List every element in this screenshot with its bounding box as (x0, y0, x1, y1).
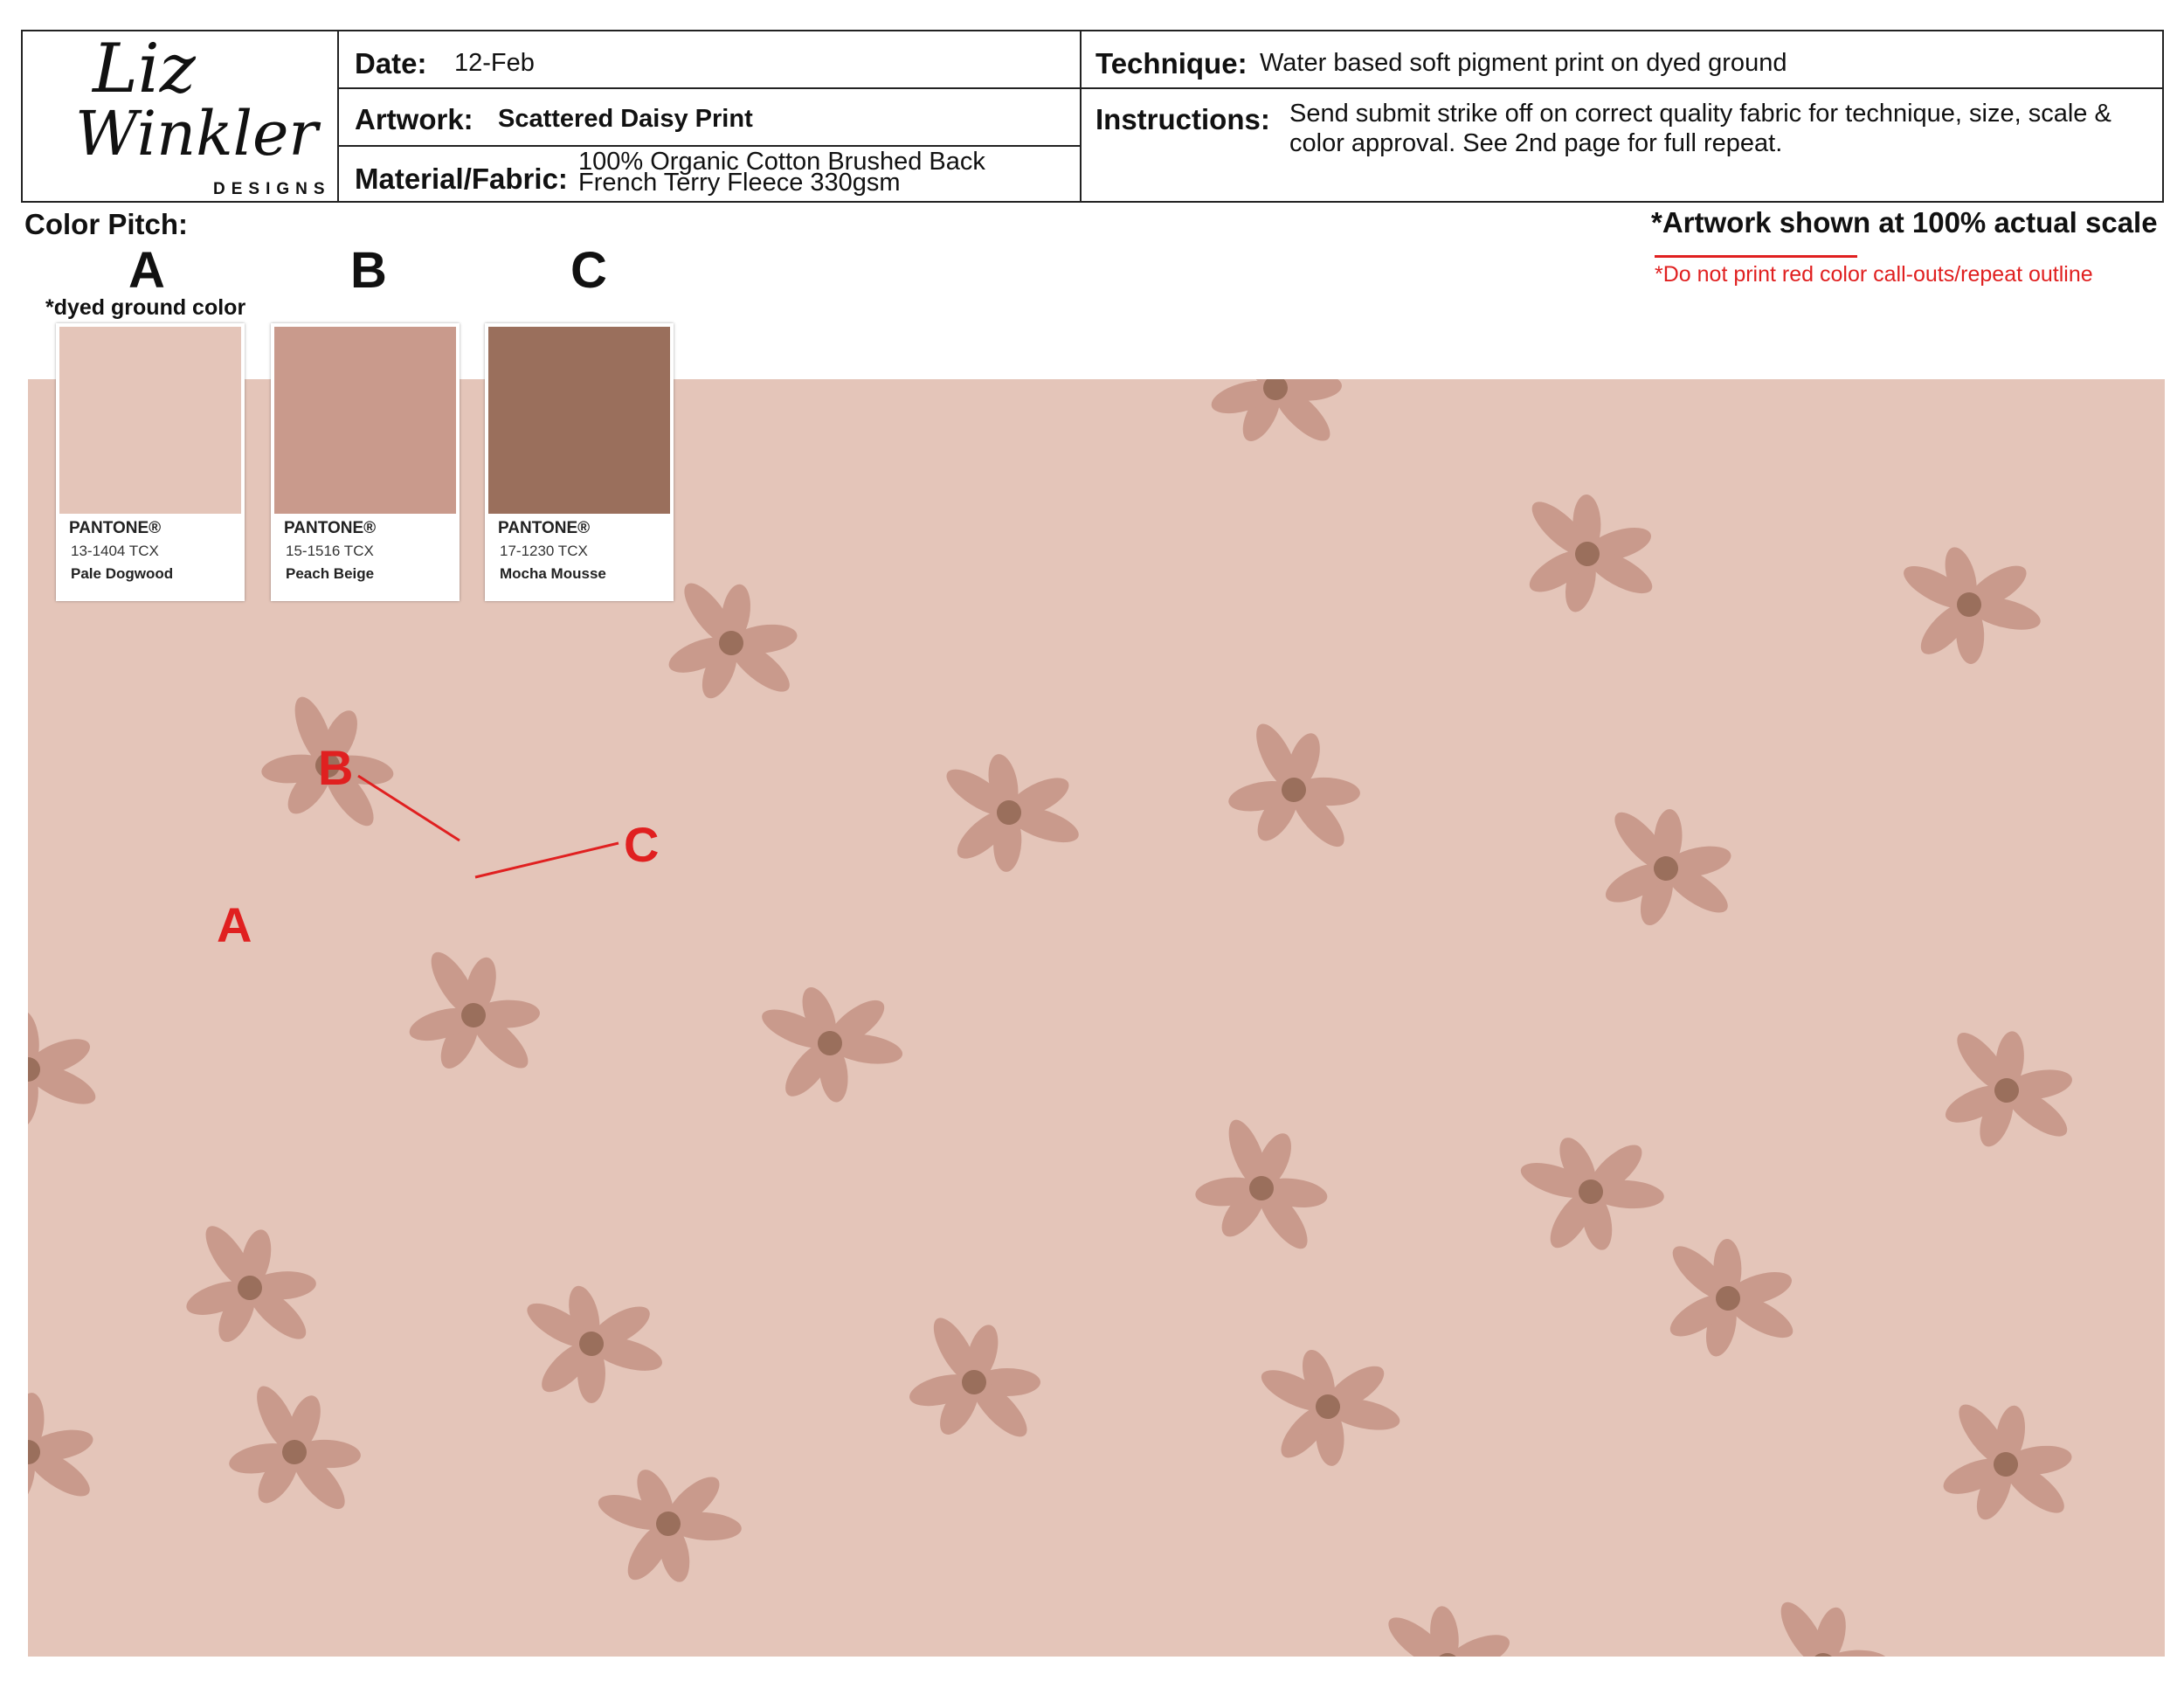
pitch-letter-b: B (350, 242, 387, 299)
instructions-line-1: Send submit strike off on correct quality fabric for technique, size, scale & (1289, 100, 2111, 128)
artwork-value: Scattered Daisy Print (498, 105, 753, 133)
swatch-code: 15-1516 TCX (286, 543, 374, 559)
dyed-ground-note: *dyed ground color (45, 295, 246, 320)
swatch-brand: PANTONE® (284, 519, 377, 537)
instructions-line-2: color approval. See 2nd page for full repeat. (1289, 129, 1783, 157)
swatch-brand: PANTONE® (498, 519, 591, 537)
pitch-letter-c: C (570, 242, 607, 299)
callout-warning: *Do not print red color call-outs/repeat outline (1655, 262, 2093, 287)
logo-subtitle: DESIGNS (213, 180, 331, 198)
logo-script-line-2: Winkler (75, 98, 318, 169)
technique-label: Technique: (1095, 47, 1248, 80)
swatch-code: 13-1404 TCX (71, 543, 159, 559)
swatch-name: Peach Beige (286, 565, 375, 582)
callout-label-c: C (624, 817, 660, 872)
callout-label-b: B (318, 740, 354, 795)
instructions-label: Instructions: (1095, 103, 1270, 135)
material-value-line-1: 100% Organic Cotton Brushed Back (578, 148, 985, 176)
logo-script-line-1: Liz (93, 30, 196, 108)
date-value: 12-Feb (454, 49, 535, 77)
color-pitch-title: Color Pitch: (24, 208, 188, 240)
swatch-brand: PANTONE® (69, 519, 162, 537)
pitch-letter-a: A (128, 242, 165, 299)
callout-line-b (358, 776, 460, 841)
material-label: Material/Fabric: (355, 163, 568, 195)
technique-value: Water based soft pigment print on dyed ground (1260, 49, 1787, 77)
swatch-name: Mocha Mousse (500, 565, 606, 582)
scale-note: *Artwork shown at 100% actual scale (1651, 206, 2158, 239)
artwork-label: Artwork: (355, 103, 473, 135)
material-value-line-2: French Terry Fleece 330gsm (578, 169, 901, 197)
swatch-name: Pale Dogwood (71, 565, 174, 582)
callout-line-c (475, 843, 619, 877)
swatch-code: 17-1230 TCX (500, 543, 588, 559)
date-label: Date: (355, 47, 427, 80)
callout-label-a: A (217, 897, 252, 952)
